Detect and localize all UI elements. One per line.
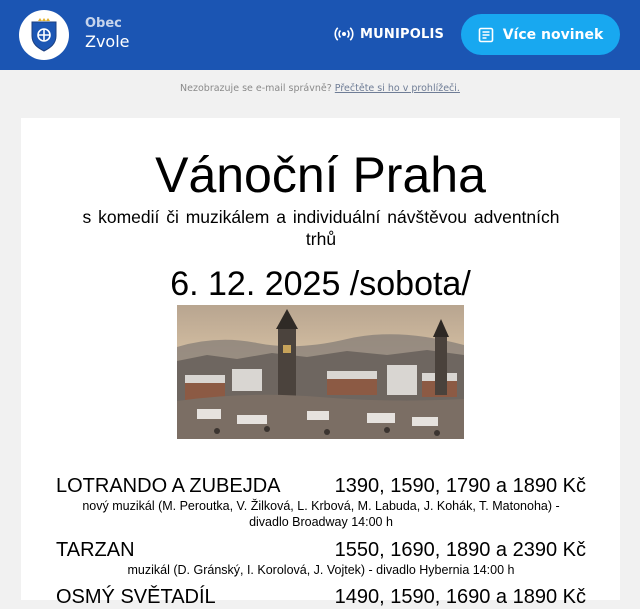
show-description: muzikál (D. Gránský, I. Korolová, J. Vojtek) - divadlo Hybernia 14:00 h <box>127 563 515 577</box>
show-prices: 1390, 1590, 1790 a 1890 Kč <box>334 475 586 497</box>
article-card <box>21 118 620 608</box>
show-prices: 1550, 1690, 1890 a 2390 Kč <box>334 539 586 561</box>
event-date: 6. 12. 2025 /sobota/ <box>170 265 471 303</box>
org-kicker: Obec <box>85 16 122 31</box>
org-name: Zvole <box>85 32 130 52</box>
municipality-logo[interactable] <box>19 10 69 60</box>
header-bar <box>0 0 640 70</box>
show-item <box>56 474 586 530</box>
show-name: LOTRANDO A ZUBEJDA <box>56 475 281 497</box>
preheader-text: Nezobrazuje se e-mail správně? <box>180 83 332 94</box>
show-name: TARZAN <box>56 539 135 561</box>
broadcast-icon <box>334 24 354 44</box>
munipolis-brand[interactable] <box>334 24 444 44</box>
show-name: OSMÝ SVĚTADÍL <box>56 586 216 608</box>
view-in-browser-link[interactable]: Přečtěte si ho v prohlížeči. <box>334 83 460 94</box>
show-prices: 1490, 1590, 1690 a 1890 Kč <box>334 586 586 608</box>
preheader <box>0 83 640 97</box>
show-item <box>56 585 586 609</box>
more-news-button[interactable] <box>461 14 620 55</box>
organization-name <box>85 16 130 52</box>
show-description: nový muzikál (M. Peroutka, V. Žilková, L. Krbová, M. Labuda, J. Kohák, T. Matonoha) - divadlo Broadway 14:00 h <box>82 499 560 529</box>
munipolis-label: MUNIPOLIS <box>360 26 445 42</box>
prague-christmas-photo <box>177 305 464 439</box>
article-subtitle: s komedií či muzikálem a individuální návštěvou adventních trhů <box>82 207 560 249</box>
show-item <box>56 538 586 578</box>
article-title: Vánoční Praha <box>155 147 486 203</box>
newspaper-icon <box>478 27 494 43</box>
more-news-label: Více novinek <box>502 26 604 43</box>
coat-of-arms-icon <box>29 18 59 52</box>
